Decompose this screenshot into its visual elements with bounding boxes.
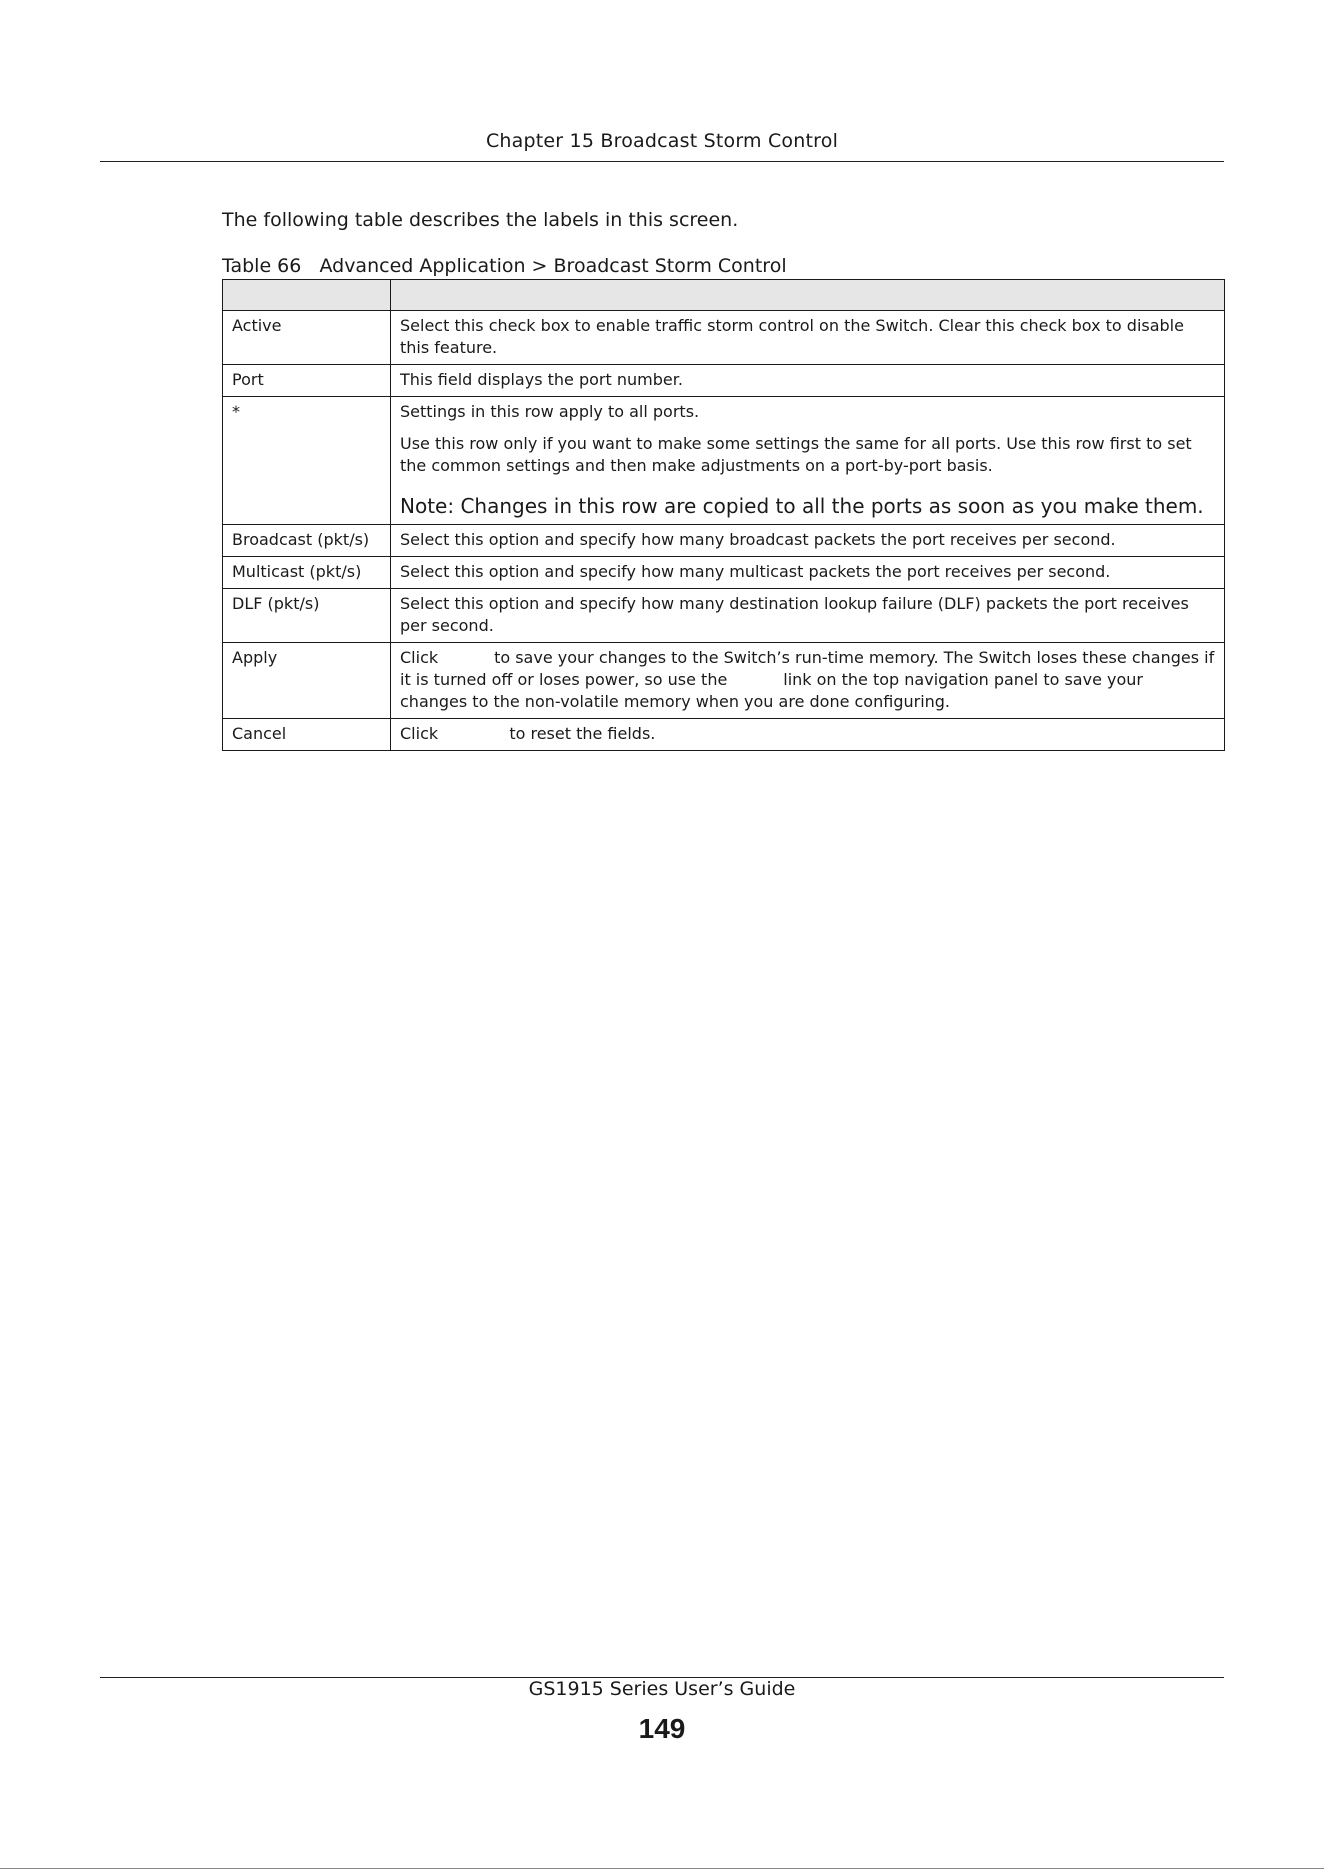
header-divider <box>100 161 1224 162</box>
table-caption: Table 66 Advanced Application > Broadcast Storm Control <box>222 255 787 277</box>
row-description <box>391 365 1225 397</box>
row-label: Broadcast (pkt/s) <box>223 525 391 557</box>
description-text: This field displays the port number. <box>400 370 683 389</box>
description-text: Settings in this row apply to all ports. <box>400 402 700 421</box>
page-bottom-edge <box>0 1868 1324 1869</box>
description-text: Select this check box to enable traffic storm control on the Switch. Clear this check box to disable this feature. <box>400 316 1184 357</box>
description-text: Select this option and specify how many broadcast packets the port receives per second. <box>400 530 1116 549</box>
header-label-cell <box>223 280 391 311</box>
description-text: Use this row only if you want to make some settings the same for all ports. Use this row first to set the common settings and then make adjustments on a port-by-port basis. <box>400 434 1192 475</box>
table-row <box>223 643 1225 719</box>
description-text: Click to save your changes to the Switch’s run-time memory. The Switch loses these changes if it is turned off or loses power, so use the link on the top navigation panel to save your changes to the non-volatile memory when you are done configuring. <box>400 648 1220 711</box>
description-text: Select this option and specify how many destination lookup failure (DLF) packets the port receives per second. <box>400 594 1189 635</box>
chapter-header: Chapter 15 Broadcast Storm Control <box>485 130 839 152</box>
header-description-cell <box>391 280 1225 311</box>
table-row <box>223 311 1225 365</box>
row-label: Multicast (pkt/s) <box>223 557 391 589</box>
label-description-table <box>222 279 1225 751</box>
table-row <box>223 365 1225 397</box>
guide-title: GS1915 Series User’s Guide <box>528 1678 796 1700</box>
row-label: DLF (pkt/s) <box>223 589 391 643</box>
row-description <box>391 589 1225 643</box>
row-description <box>391 525 1225 557</box>
table-header-row <box>223 280 1225 311</box>
row-description <box>391 397 1225 525</box>
row-label: Apply <box>223 643 391 719</box>
row-label: * <box>223 397 391 525</box>
row-label: Active <box>223 311 391 365</box>
table-row <box>223 525 1225 557</box>
row-label: Cancel <box>223 719 391 751</box>
description-text: Click to reset the fields. <box>400 724 656 743</box>
table-row <box>223 557 1225 589</box>
row-description <box>391 719 1225 751</box>
table-row <box>223 589 1225 643</box>
table-row <box>223 397 1225 525</box>
table-row <box>223 719 1225 751</box>
row-label: Port <box>223 365 391 397</box>
row-description <box>391 643 1225 719</box>
note-text: Note: Changes in this row are copied to all the ports as soon as you make them. <box>400 494 1204 518</box>
description-text: Select this option and specify how many multicast packets the port receives per second. <box>400 562 1111 581</box>
row-description <box>391 557 1225 589</box>
page-number: 149 <box>638 1713 686 1744</box>
row-description <box>391 311 1225 365</box>
intro-paragraph: The following table describes the labels in this screen. <box>222 209 739 231</box>
